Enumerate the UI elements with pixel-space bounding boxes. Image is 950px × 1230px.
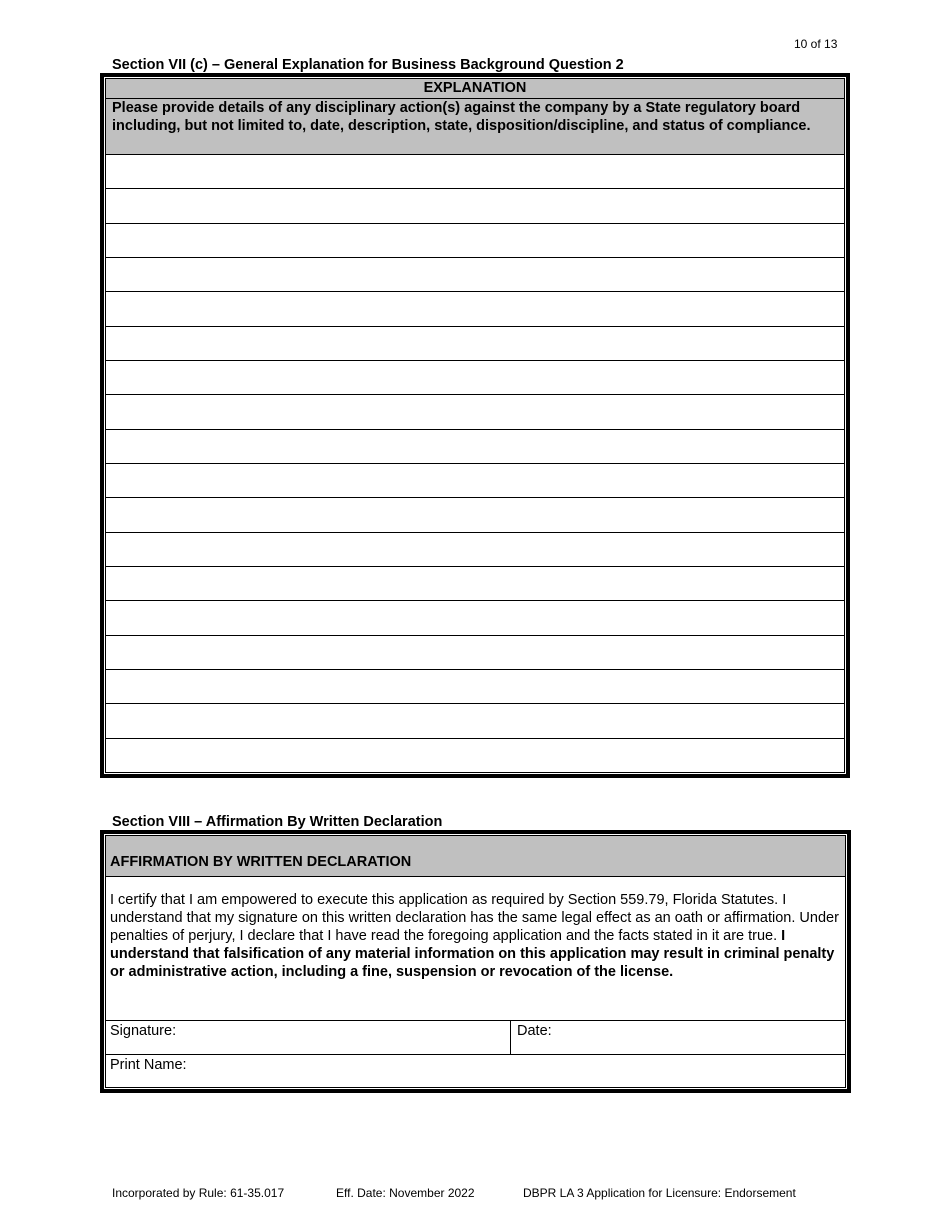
section-8-heading: Section VIII – Affirmation By Written Declaration bbox=[112, 814, 443, 830]
explanation-line[interactable] bbox=[106, 670, 844, 704]
explanation-line[interactable] bbox=[106, 224, 844, 258]
explanation-line[interactable] bbox=[106, 155, 844, 189]
page-number: 10 of 13 bbox=[794, 37, 838, 51]
footer-eff-date: Eff. Date: November 2022 bbox=[336, 1186, 475, 1200]
explanation-line[interactable] bbox=[106, 464, 844, 498]
explanation-line[interactable] bbox=[106, 395, 844, 429]
affirmation-box bbox=[100, 830, 851, 1093]
footer-rule: Incorporated by Rule: 61-35.017 bbox=[112, 1186, 285, 1200]
footer-form-name: DBPR LA 3 Application for Licensure: Endorsement bbox=[523, 1186, 796, 1200]
explanation-box bbox=[100, 73, 850, 778]
explanation-line[interactable] bbox=[106, 567, 844, 601]
explanation-line[interactable] bbox=[106, 430, 844, 464]
print-name-label: Print Name: bbox=[110, 1057, 187, 1073]
explanation-instructions: Please provide details of any disciplinary action(s) against the company by a State regulatory board including, but not limited to, date, description, state, disposition/discipline, and status of compliance. bbox=[106, 99, 844, 155]
signature-label: Signature: bbox=[110, 1023, 177, 1039]
explanation-line[interactable] bbox=[106, 533, 844, 567]
print-name-row bbox=[106, 1054, 845, 1087]
affirmation-text-plain: I certify that I am empowered to execute this application as required by Section 559.79, Florida Statutes. I understand that my signature on this written declaration has the same legal effect as an oath or affirmation. Under penalties of perjury, I declare that I have read the foregoing application and the facts stated in it are true. bbox=[110, 892, 839, 944]
explanation-line[interactable] bbox=[106, 601, 844, 635]
explanation-line[interactable] bbox=[106, 636, 844, 670]
explanation-lines bbox=[106, 155, 844, 772]
explanation-line[interactable] bbox=[106, 258, 844, 292]
explanation-line[interactable] bbox=[106, 739, 844, 772]
affirmation-title: AFFIRMATION BY WRITTEN DECLARATION bbox=[106, 836, 845, 877]
print-name-field[interactable] bbox=[106, 1055, 845, 1087]
date-field[interactable] bbox=[511, 1021, 845, 1054]
affirmation-text bbox=[106, 877, 845, 1020]
date-label: Date: bbox=[517, 1023, 552, 1039]
explanation-line[interactable] bbox=[106, 327, 844, 361]
explanation-line[interactable] bbox=[106, 292, 844, 326]
section-7c-heading: Section VII (c) – General Explanation for Business Background Question 2 bbox=[112, 57, 624, 73]
explanation-line[interactable] bbox=[106, 498, 844, 532]
explanation-line[interactable] bbox=[106, 361, 844, 395]
affirmation-text-bold: I understand that falsification of any material information on this application may result in criminal penalty or administrative action, including a fine, suspension or revocation of the license. bbox=[110, 928, 835, 980]
signature-date-row bbox=[106, 1020, 845, 1054]
explanation-title: EXPLANATION bbox=[106, 79, 844, 99]
signature-field[interactable] bbox=[106, 1021, 511, 1054]
explanation-line[interactable] bbox=[106, 704, 844, 738]
explanation-line[interactable] bbox=[106, 189, 844, 223]
